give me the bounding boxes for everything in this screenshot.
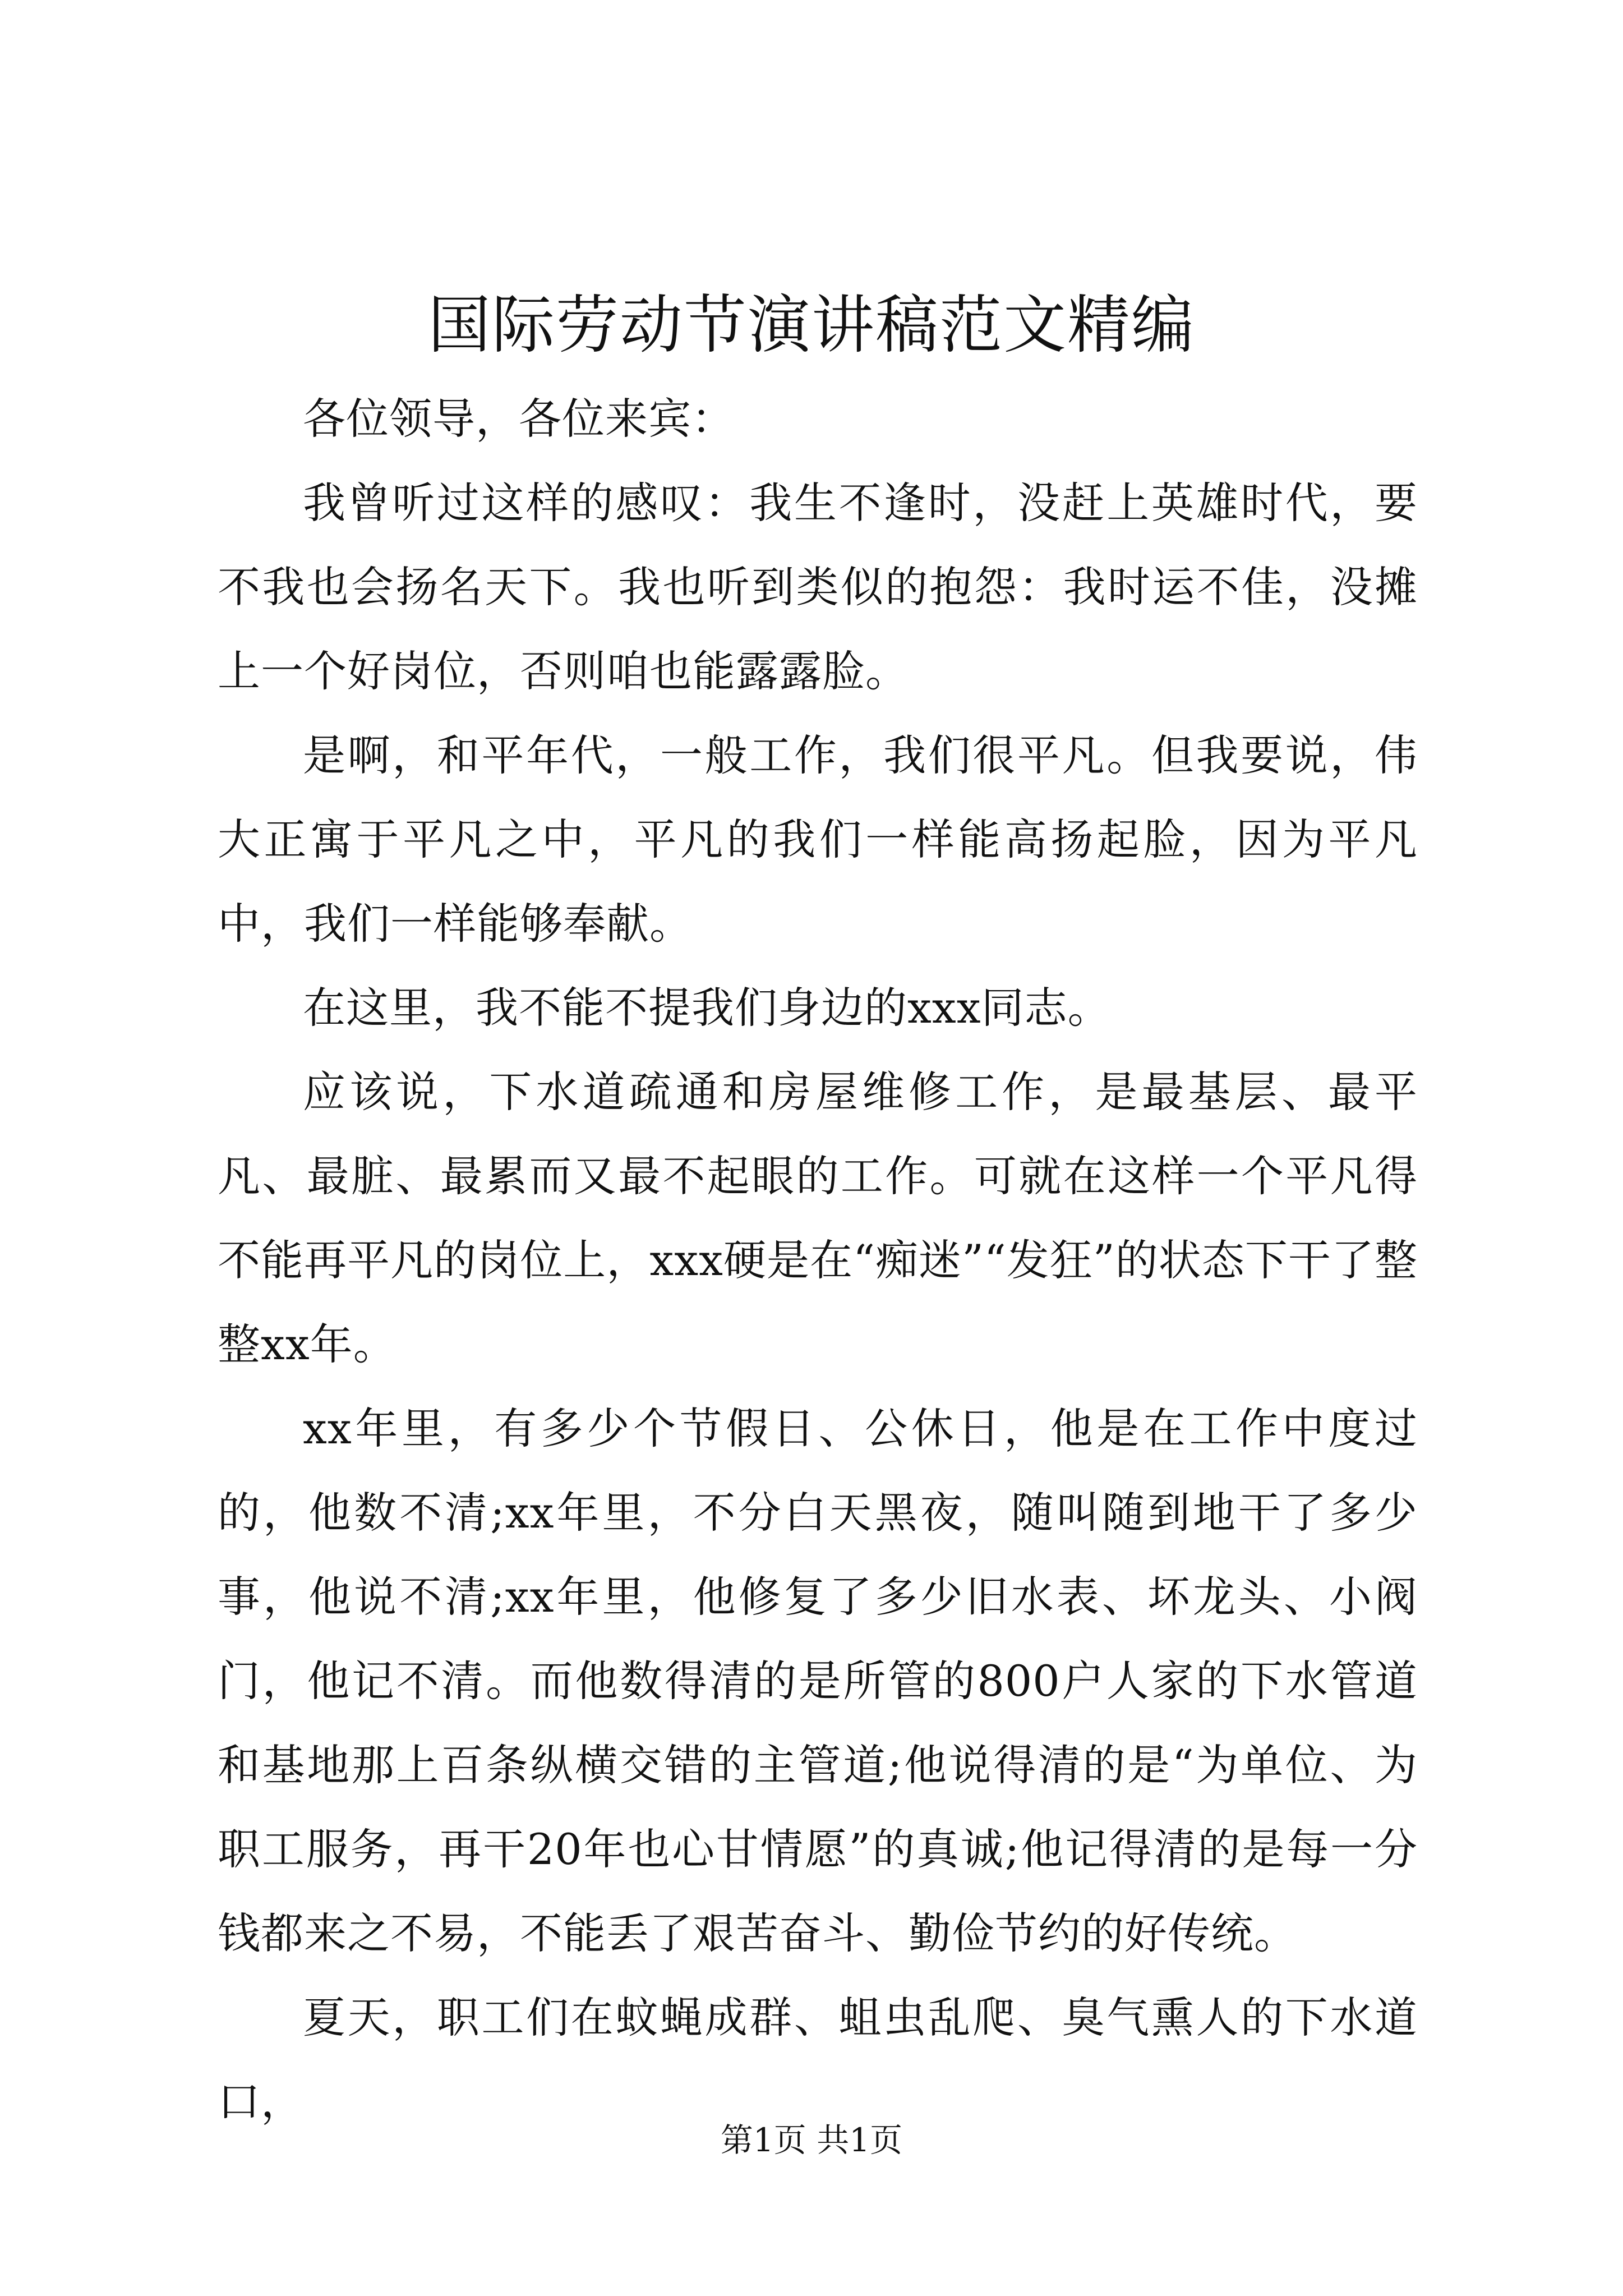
paragraph: 是啊，和平年代，一般工作，我们很平凡。但我要说，伟大正寓于平凡之中，平凡的我们一样能高扬起脸，因为平凡中，我们一样能够奉献。	[218, 730, 1418, 949]
paragraph: 应该说，下水道疏通和房屋维修工作，是最基层、最平凡、最脏、最累而又最不起眼的工作。可就在这样一个平凡得不能再平凡的岗位上，xxx硬是在“痴迷”“发狂”的状态下干了整整xx年。	[218, 1067, 1418, 1369]
paragraph: xx年里，有多少个节假日、公休日，他是在工作中度过的，他数不清;xx年里，不分白天黑夜，随叫随到地干了多少事，他说不清;xx年里，他修复了多少旧水表、坏龙头、小阀门，他记不清。而他数得清的是所管的800户人家的下水管道和基地那上百条纵横交错的主管道;他说得清的是“为单位、为职工服务，再干20年也心甘情愿”的真诚;他记得清的是每一分钱都来之不易，不能丢了艰苦奋斗、勤俭节约的好传统。	[218, 1404, 1418, 1958]
paragraph: 夏天，职工们在蚊蝇成群、蛆虫乱爬、臭气熏人的下水道口，	[218, 1993, 1418, 2127]
document-title: 国际劳动节演讲稿范文精编	[428, 289, 1195, 362]
page-footer: 第1页 共1页	[720, 2121, 903, 2159]
document-body	[218, 377, 1418, 2144]
paragraph: 在这里，我不能不提我们身边的xxx同志。	[303, 983, 1111, 1033]
paragraph-greeting: 各位领导，各位来宾：	[303, 394, 735, 444]
paragraph: 我曾听过这样的感叹：我生不逢时，没赶上英雄时代，要不我也会扬名天下。我也听到类似的抱怨：我时运不佳，没摊上一个好岗位，否则咱也能露露脸。	[218, 478, 1418, 696]
